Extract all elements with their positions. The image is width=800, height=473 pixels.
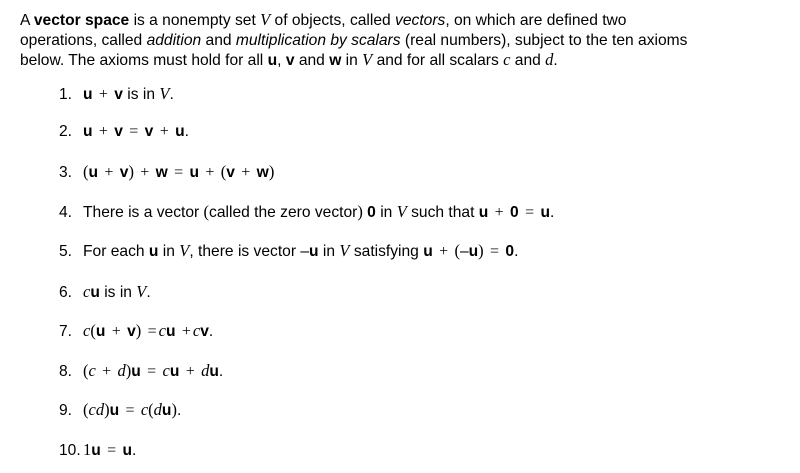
text-segment: and xyxy=(294,52,330,69)
axiom-item xyxy=(59,361,223,381)
text-segment: and for all scalars xyxy=(372,52,504,69)
term-vectors: vectors xyxy=(395,12,446,29)
axiom-item xyxy=(59,162,274,182)
axiom-text: 1u = u. xyxy=(83,440,137,459)
axiom-text: c(u + v) = cu + cv. xyxy=(83,321,214,340)
axiom-item xyxy=(59,122,189,141)
term-vector-space: vector space xyxy=(33,12,130,29)
axiom-text: u + v is in V. xyxy=(83,84,174,103)
text-segment: . xyxy=(553,52,558,69)
axiom-number: 6. xyxy=(59,284,73,301)
scalar-c: c xyxy=(503,50,511,69)
axiom-item xyxy=(59,400,181,420)
axiom-text: For each u in V, there is vector –u in V satisfying u + (–u) = 0. xyxy=(83,241,519,260)
axiom-item xyxy=(59,321,213,341)
axiom-item xyxy=(59,84,174,104)
set-symbol-v: V xyxy=(260,10,271,29)
set-symbol-v: V xyxy=(362,50,373,69)
axiom-text: (c + d)u = cu + du. xyxy=(83,361,224,380)
term-addition: addition xyxy=(146,31,202,49)
axiom-text: (u + v) + w = u + (v + w) xyxy=(83,162,275,181)
axiom-text: (cd)u = c(du). xyxy=(83,400,182,419)
axiom-number: 3. xyxy=(59,164,73,181)
scalar-d: d xyxy=(545,50,554,69)
text-segment: below. The axioms must hold for all xyxy=(20,52,268,69)
axiom-number: 4. xyxy=(59,204,73,221)
axiom-item xyxy=(59,282,151,302)
axiom-number: 1. xyxy=(59,86,73,103)
text-segment: A xyxy=(20,12,34,29)
axiom-item xyxy=(59,202,554,222)
text-segment: of objects, called xyxy=(270,12,396,29)
text-segment: and xyxy=(510,52,546,69)
text-segment: , xyxy=(277,52,286,69)
vector-w: w xyxy=(329,52,342,69)
axiom-number: 5. xyxy=(59,243,73,260)
vector-u: u xyxy=(267,52,278,69)
axiom-item xyxy=(59,440,136,460)
axiom-number: 9. xyxy=(59,402,73,419)
text-segment: , on which are defined two xyxy=(445,12,627,29)
text-segment: is a nonempty set xyxy=(129,12,261,29)
axiom-number: 10. xyxy=(59,442,81,459)
axiom-text: There is a vector (called the zero vector) 0 in V such that u + 0 = u. xyxy=(83,202,555,221)
text-segment: (real numbers), subject to the ten axioms xyxy=(400,31,688,49)
text-segment: operations, called xyxy=(20,31,147,49)
axiom-item xyxy=(59,241,518,261)
axiom-number: 7. xyxy=(59,323,73,340)
axiom-text: cu is in V. xyxy=(83,282,151,301)
text-segment: and xyxy=(201,31,236,49)
text-segment: in xyxy=(341,52,363,69)
vector-v: v xyxy=(285,52,295,69)
axiom-text: u + v = v + u. xyxy=(83,123,189,140)
term-multiplication-by-scalars: multiplication by scalars xyxy=(235,31,401,49)
axiom-number: 8. xyxy=(59,363,73,380)
axiom-number: 2. xyxy=(59,123,73,140)
